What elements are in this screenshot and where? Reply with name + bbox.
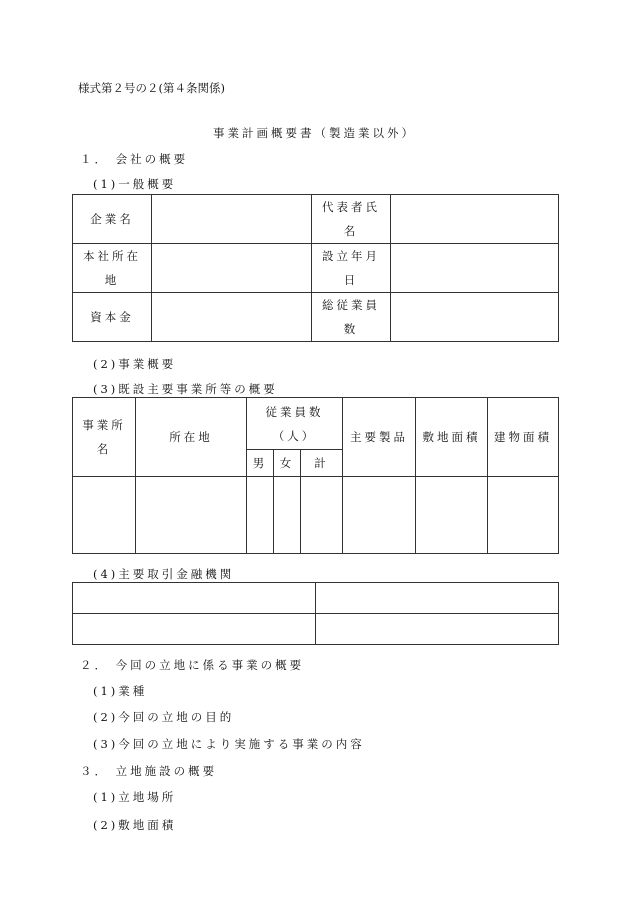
representative-label: 代表者氏 名 [312,195,391,244]
established-label: 設立年月 日 [312,244,391,293]
total-cell[interactable] [301,477,343,554]
headquarters-label: 本社所在 地 [73,244,152,293]
capital-cell[interactable] [152,293,312,342]
bank-cell[interactable] [316,583,559,614]
bank-cell[interactable] [73,583,316,614]
established-cell[interactable] [391,244,559,293]
section-1-4-heading: (4)主要取引金融機関 [93,567,235,581]
general-overview-table [72,194,559,342]
total-employees-cell[interactable] [391,293,559,342]
section-2-heading: ２． 今回の立地に係る事業の概要 [80,658,305,672]
site-area-cell[interactable] [416,477,488,554]
bank-cell[interactable] [73,614,316,645]
building-area-cell[interactable] [488,477,559,554]
female-cell[interactable] [274,477,301,554]
section-1-2-heading: (2)事業概要 [93,357,177,371]
company-name-label: 企業名 [73,195,152,244]
capital-label: 資本金 [73,293,152,342]
headquarters-cell[interactable] [152,244,312,293]
location-header: 所在地 [136,398,247,477]
section-3-item: (2)敷地面積 [93,818,177,832]
location-cell[interactable] [136,477,247,554]
total-employees-label: 総従業員 数 [312,293,391,342]
bank-cell[interactable] [316,614,559,645]
office-name-header: 事業所 名 [73,398,136,477]
section-3-item: (1)立地場所 [93,790,177,804]
section-1-1-heading: (1)一般概要 [93,177,177,191]
financial-institutions-table [72,582,559,645]
document-title: 事業計画概要書（製造業以外） [213,126,416,140]
male-header: 男 [247,450,274,477]
section-1-heading: １． 会社の概要 [80,152,189,166]
total-header: 計 [301,450,343,477]
site-area-header: 敷地面積 [416,398,488,477]
section-1-3-heading: (3)既設主要事業所等の概要 [93,382,278,396]
employees-header: 従業員数 （人） [247,398,343,450]
building-area-header: 建物面積 [488,398,559,477]
section-2-item: (1)業種 [93,684,148,698]
existing-offices-table [72,397,559,554]
company-name-cell[interactable] [152,195,312,244]
form-number: 様式第２号の２(第４条関係) [78,81,225,95]
section-2-item: (2)今回の立地の目的 [93,710,235,724]
male-cell[interactable] [247,477,274,554]
office-name-cell[interactable] [73,477,136,554]
section-3-heading: ３． 立地施設の概要 [80,764,218,778]
main-products-cell[interactable] [343,477,416,554]
representative-cell[interactable] [391,195,559,244]
female-header: 女 [274,450,301,477]
main-products-header: 主要製品 [343,398,416,477]
section-2-item: (3)今回の立地により実施する事業の内容 [93,737,365,751]
